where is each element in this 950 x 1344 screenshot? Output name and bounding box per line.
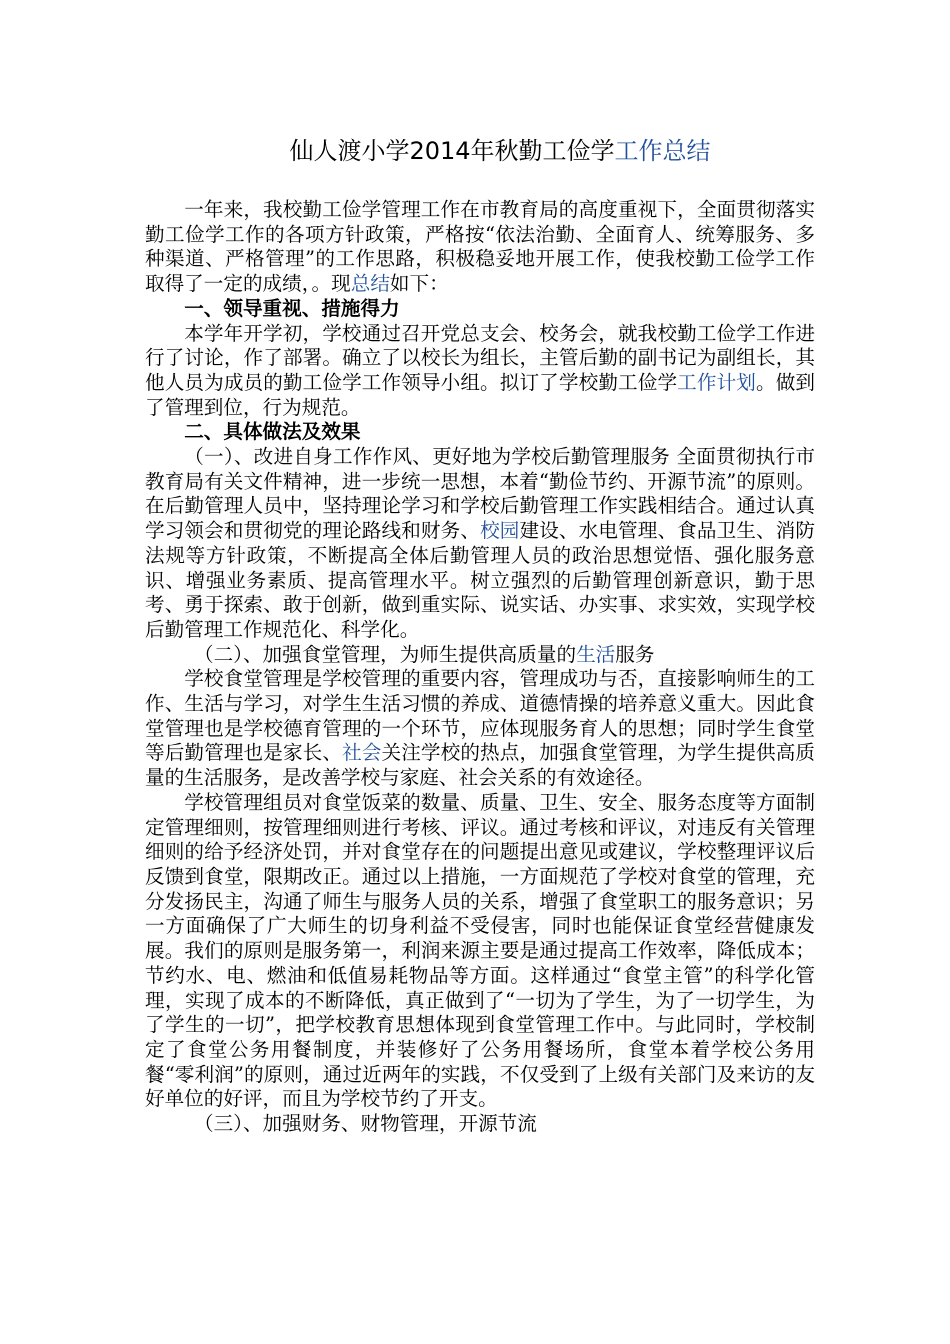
title-link[interactable]: 工作总结: [614, 137, 711, 165]
page-title: [0, 134, 950, 168]
title-main: 仙人渡小学2014年秋勤工俭学: [289, 137, 615, 165]
subsection-2-p1-text-end: 关注学校的热点，加强食堂管理，为学生提供高质量的生活服务，是改善学校与家庭、社会关系的有效途径。: [145, 741, 816, 790]
section-1-heading: 一、领导重视、措施得力: [184, 296, 400, 320]
subsection-2-heading-end: 服务: [615, 642, 655, 666]
section-2-heading: 二、具体做法及效果: [184, 420, 361, 444]
subsection-2-heading-text: （二）、加强食堂管理，为师生提供高质量的: [203, 642, 577, 666]
subsection-1-text-end: 建设、水电管理、食品卫生、消防法规等方针政策，不断提高全体后勤管理人员的政治思想觉悟、强化服务意识、增强业务素质、提高管理水平。树立强烈的后勤管理创新意识，勤于思考、勇于探索、敢于创新，做到重实际、说实话、办实事、求实效，实现学校后勤管理工作规范化、科学化。: [145, 519, 816, 641]
section-1-text: 本学年开学初，学校通过召开党总支会、校务会，就我校勤工俭学工作进行了讨论，作了部署。确立了以校长为组长，主管后勤的副书记为副组长，其他人员为成员的勤工俭学工作领导小组。拟订了学校勤工俭学: [145, 321, 815, 394]
subsection-1-paragraph: [145, 445, 815, 643]
subsection-2-paragraph-2: 学校管理组员对食堂饭菜的数量、质量、卫生、安全、服务态度等方面制定管理细则，按管理细则进行考核、评议。通过考核和评议，对违反有关管理细则的给予经济处罚，并对食堂存在的问题提出意见或建议，学校整理评议后反馈到食堂，限期改正。通过以上措施，一方面规范了学校对食堂的管理，充分发扬民主，沟通了师生与服务人员的关系，增强了食堂职工的服务意识；另一方面确保了广大师生的切身利益不受侵害，同时也能保证食堂经营健康发展。我们的原则是服务第一，利润来源主要是通过提高工作效率，降低成本；节约水、电、燃油和低值易耗物品等方面。这样通过“食堂主管”的科学化管理，实现了成本的不断降低，真正做到了“一切为了学生，为了一切学生，为了学生的一切”，把学校教育思想体现到食堂管理工作中。与此同时，学校制定了食堂公务用餐制度，并装修好了公务用餐场所，食堂本着学校公务用餐“零利润”的原则，通过近两年的实践，不仅受到了上级有关部门及来访的友好单位的好评，而且为学校节约了开支。: [145, 790, 815, 1111]
intro-text-end: 如下：: [389, 272, 449, 296]
subsection-3-heading-text: （三）、加强财务、财物管理，开源节流: [203, 1112, 537, 1136]
intro-text: 一年来，我校勤工俭学管理工作在市教育局的高度重视下，全面贯彻落实勤工俭学工作的各项方针政策，严格按“依法治勤、全面育人、统筹服务、多种渠道、严格管理”的工作思路，积极稳妥地开展工作，使我校勤工俭学工作取得了一定的成绩，。现: [145, 198, 815, 296]
campus-link[interactable]: 校园: [480, 519, 520, 543]
society-link[interactable]: 社会: [342, 741, 382, 765]
document-body: [145, 198, 815, 1137]
subsection-1-text: （一）、改进自身工作作风、更好地为学校后勤管理服务 全面贯彻执行市教育局有关文件精神，进一步统一思想，本着“勤俭节约、开源节流”的原则。在后勤管理人员中，坚持理论学习和学校后勤管理工作实践相结合。通过认真学习领会和贯彻党的理论路线和财务、: [145, 445, 815, 543]
section-1-text-end: 。做到了管理到位，行为规范。: [145, 370, 816, 419]
subsection-3-heading: [145, 1112, 815, 1137]
life-link[interactable]: 生活: [576, 642, 616, 666]
subsection-2-heading: [145, 643, 815, 668]
intro-link[interactable]: 总结: [350, 272, 390, 296]
work-plan-link[interactable]: 工作计划: [677, 370, 756, 394]
intro-paragraph: [145, 198, 815, 297]
section-1-paragraph: [145, 322, 815, 421]
subsection-2-p1-text: 学校食堂管理是学校管理的重要内容，管理成功与否，直接影响师生的工作、生活与学习，对学生生活习惯的养成、道德情操的培养意义重大。因此食堂管理也是学校德育管理的一个环节，应体现服务育人的思想；同时学生食堂等后勤管理也是家长、: [145, 667, 815, 765]
subsection-2-paragraph-1: [145, 667, 815, 791]
